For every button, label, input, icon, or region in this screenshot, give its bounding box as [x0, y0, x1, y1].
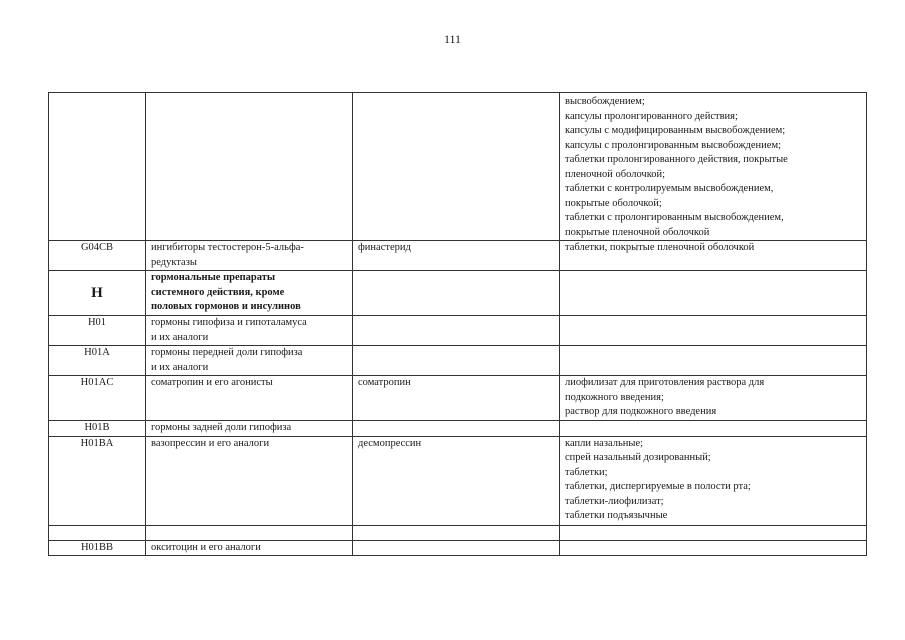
- dosage-form-line: капсулы с модифицированным высвобождением;: [565, 125, 786, 136]
- table-row: [49, 436, 867, 525]
- group-name-cell: [146, 421, 353, 437]
- dosage-forms-cell: [560, 376, 867, 421]
- inn-cell: [353, 525, 560, 540]
- atc-code-cell: H01: [49, 316, 146, 346]
- table-row: [49, 421, 867, 437]
- atc-code-cell: H01B: [49, 421, 146, 437]
- dosage-form-line: таблетки подъязычные: [565, 510, 668, 521]
- table-row: [49, 525, 867, 540]
- dosage-form-line: раствор для подкожного введения: [565, 406, 717, 417]
- page-number: 111: [443, 32, 462, 46]
- group-name-cell: [146, 436, 353, 525]
- dosage-form-line: покрытые пленочной оболочкой: [565, 226, 710, 238]
- dosage-form-line: таблетки, покрытые пленочной оболочкой: [565, 242, 755, 253]
- atc-code-cell: H: [49, 271, 146, 316]
- inn-cell: [353, 271, 560, 316]
- table-row: [49, 93, 867, 241]
- group-name-cell: [146, 241, 353, 271]
- dosage-form-line: таблетки, диспергируемые в полости рта;: [565, 481, 751, 492]
- dosage-form-line: капсулы с пролонгированным высвобождением;: [565, 139, 782, 151]
- group-name-line: соматропин и его агонисты: [151, 377, 273, 388]
- group-name-line: половых гормонов и инсулинов: [151, 301, 301, 312]
- group-name-line: системного действия, кроме: [151, 286, 285, 298]
- dosage-form-line: таблетки-лиофилизат;: [565, 495, 664, 507]
- group-name-line: гормональные препараты: [151, 272, 276, 283]
- inn-cell: финастерид: [353, 241, 560, 271]
- group-name-line: ингибиторы тестостерон-5-альфа-: [151, 242, 304, 253]
- dosage-form-line: пленочной оболочкой;: [565, 168, 666, 180]
- dosage-forms-cell: [560, 525, 867, 540]
- drug-table: [48, 92, 867, 556]
- inn-cell: [353, 93, 560, 241]
- atc-code-cell: H01AC: [49, 376, 146, 421]
- atc-code-cell: H01A: [49, 346, 146, 376]
- group-name-cell: [146, 93, 353, 241]
- group-name-cell: [146, 316, 353, 346]
- dosage-forms-cell: [560, 93, 867, 241]
- inn-cell: десмопрессин: [353, 436, 560, 525]
- group-name-line: гормоны передней доли гипофиза: [151, 347, 303, 358]
- dosage-form-line: таблетки с пролонгированным высвобождением,: [565, 212, 784, 223]
- dosage-form-line: покрытые оболочкой;: [565, 197, 662, 209]
- inn-cell: [353, 316, 560, 346]
- group-name-cell: [146, 540, 353, 556]
- group-name-line: вазопрессин и его аналоги: [151, 437, 270, 449]
- table-row: [49, 346, 867, 376]
- group-name-line: и их аналоги: [151, 361, 209, 373]
- inn-cell: [353, 540, 560, 556]
- dosage-form-line: лиофилизат для приготовления раствора для: [565, 377, 765, 388]
- group-name-cell: [146, 346, 353, 376]
- dosage-forms-cell: [560, 316, 867, 346]
- dosage-forms-cell: [560, 436, 867, 525]
- group-name-cell: [146, 376, 353, 421]
- group-name-line: гормоны задней доли гипофиза: [151, 422, 292, 433]
- inn-cell: соматропин: [353, 376, 560, 421]
- table-row: [49, 540, 867, 556]
- atc-code-cell: [49, 525, 146, 540]
- inn-cell: [353, 421, 560, 437]
- group-name-line: редуктазы: [151, 256, 197, 268]
- dosage-form-line: капсулы пролонгированного действия;: [565, 110, 738, 122]
- dosage-forms-cell: [560, 540, 867, 556]
- group-name-line: гормоны гипофиза и гипоталамуса: [151, 317, 307, 328]
- dosage-form-line: таблетки пролонгированного действия, покрытые: [565, 154, 788, 165]
- atc-code-cell: H01BA: [49, 436, 146, 525]
- table-row: [49, 376, 867, 421]
- table-row: [49, 316, 867, 346]
- dosage-form-line: подкожного введения;: [565, 391, 664, 403]
- group-name-line: и их аналоги: [151, 331, 209, 343]
- dosage-form-line: спрей назальный дозированный;: [565, 452, 711, 463]
- dosage-forms-cell: [560, 241, 867, 271]
- dosage-forms-cell: [560, 346, 867, 376]
- dosage-form-line: капли назальные;: [565, 437, 644, 449]
- dosage-forms-cell: [560, 271, 867, 316]
- atc-code-cell: H01BB: [49, 540, 146, 556]
- atc-code-cell: [49, 93, 146, 241]
- dosage-forms-cell: [560, 421, 867, 437]
- dosage-form-line: высвобождением;: [565, 96, 645, 107]
- group-name-line: окситоцин и его аналоги: [151, 541, 261, 553]
- group-name-cell: [146, 525, 353, 540]
- table-row: [49, 241, 867, 271]
- group-name-cell: [146, 271, 353, 316]
- dosage-form-line: таблетки;: [565, 466, 608, 478]
- inn-cell: [353, 346, 560, 376]
- table-row: [49, 271, 867, 316]
- atc-code-cell: G04CB: [49, 241, 146, 271]
- dosage-form-line: таблетки с контролируемым высвобождением,: [565, 183, 774, 194]
